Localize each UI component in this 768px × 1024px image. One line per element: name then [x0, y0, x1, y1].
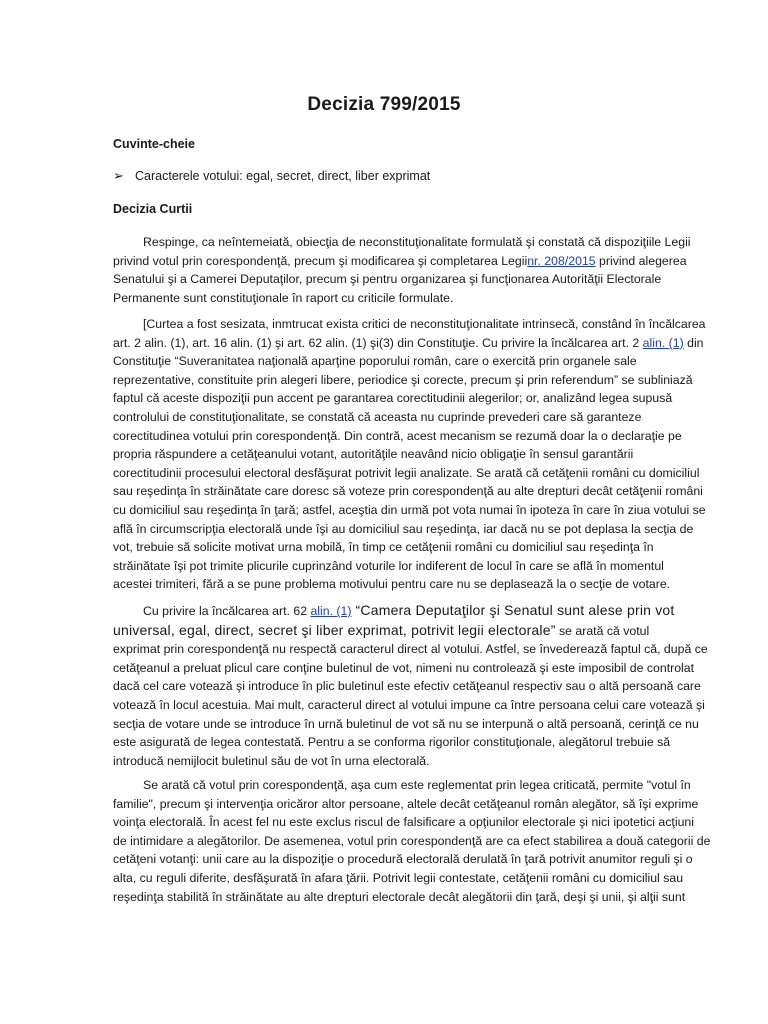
constitution-quote: universal, egal, direct, secret şi liber exprimat, potrivit legii electorale” [113, 621, 556, 638]
text-line: sau reşedinţa în străinătate care doresc să voteze prin corespondenţă au alte drepturi decât cetăţenii români [113, 484, 703, 499]
text-line: faptul că aceste dispoziţii pun accent pe garantarea corectitudinii alegerilor; or, analizând legea supusă [113, 391, 673, 406]
text-line [113, 252, 687, 271]
alin-1-art-62-link[interactable]: alin. (1) [310, 604, 352, 618]
paragraph-family-vote [113, 776, 711, 906]
text-line: corectitudinea votului prin corespondenţă. Din contră, acest mecanism se rezumă doar la o declaraţie pe [113, 428, 682, 443]
text-line: Constituţie “Suveranitatea naţională aparţine poporului român, care o exercită prin organele sale [113, 354, 637, 369]
paragraph-art-62 [113, 601, 708, 770]
paragraph-court-notification [113, 315, 706, 594]
text-line: reşedinţa stabilită în străinătate au alte drepturi electorale decât alegătorii din ţară, deşi şi unii, şi alţii sunt [113, 889, 686, 904]
text-line: de intimidare a alegătorilor. De asemenea, votul prin corespondenţă are ca efect stabilirea a două categorii de [113, 833, 711, 848]
text-line: voinţa electorală. În acest fel nu este exclus riscul de falsificare a opţiunilor electorale şi nici ipotetici acţiuni [113, 815, 694, 830]
text-line [113, 621, 659, 641]
arrow-bullet-icon: ➢ [113, 168, 124, 183]
alin-1-link[interactable]: alin. (1) [642, 335, 684, 350]
text-line: exprimat prin corespondenţă nu respectă caracterul direct al votului. Astfel, se învederează faptul că, după ce [113, 642, 708, 657]
text-segment: Cu privire la încălcarea art. 62 [143, 604, 311, 618]
text-line: familie", precum şi intervenţia oricăror altor persoane, altele decât cetăţeanul român alegător, să îşi exprime [113, 796, 699, 811]
text-segment: privind alegerea [595, 253, 687, 268]
decision-heading: Decizia Curtii [113, 202, 193, 216]
text-line: introducă nemijlocit buletinul său de vot în urna electorală. [113, 753, 430, 768]
text-line: Permanente sunt constituţionale în raport cu criticile formulate. [113, 290, 454, 305]
text-line: Respinge, ca neîntemeiată, obiecţia de neconstituţionalitate formulată şi constată că dispoziţiile Legii [143, 235, 691, 249]
text-line: cu domiciliul sau reşedinţa în ţară; astfel, aceştia din urmă pot vota numai în ipoteza în care în ziua votului se [113, 502, 706, 517]
text-segment: art. 2 alin. (1), art. 16 alin. (1) şi art. 62 alin. (1) şi(3) din Constituţie. Cu privire la încălcarea art. 2 [113, 335, 643, 350]
text-line: este asigurată de legea contestată. Pentru a se conforma rigorilor constituţionale, alegătorul trebuie să [113, 735, 671, 750]
page-title: Decizia 799/2015 [307, 94, 461, 115]
text-segment: privind votul prin corespondenţă, precum şi modificarea şi completarea Legii [113, 253, 528, 268]
text-line [113, 601, 675, 621]
law-208-2015-link[interactable]: nr. 208/2015 [527, 253, 596, 268]
text-line: cetăţeanul a preluat plicul care conţine buletinul de vot, nimeni nu controlează şi este imposibil de controlat [113, 660, 695, 675]
constitution-quote: “Camera Deputaţilor şi Senatul sunt alese prin vot [351, 602, 675, 618]
text-line: acestei trimiteri, fără a se pune problema motivului pentru care nu se deplasează la o secţie de votare. [113, 577, 671, 592]
text-line: dacă cel care votează şi introduce în plic buletinul este efectiv cetăţeanul respectiv sau o altă persoană care [113, 679, 701, 694]
text-line: secţia de votare unde se introduce în urnă buletinul de vot să nu se interpună o altă persoană, cerinţă ce nu [113, 716, 699, 731]
text-segment: din [683, 335, 704, 350]
keywords-heading: Cuvinte-cheie [113, 137, 195, 151]
text-line: Se arată că votul prin corespondenţă, aşa cum este reglementat prin legea criticată, permite "votul în [143, 778, 691, 792]
text-line: vot, trebuie să solicite motivat urna mobilă, în timp ce cetăţenii români cu domiciliul sau reşedinţa în [113, 540, 654, 555]
text-line: propria răspundere a cetăţeanului votant, autorităţile neavând nicio obligaţie în sensul garantării [113, 447, 634, 462]
keyword-text: Caracterele votului: egal, secret, direct, liber exprimat [135, 169, 431, 183]
text-line: corectitudinii procesului electoral desfăşurat potrivit legii analizate. Se arată că cetăţenii români cu domiciliul [113, 465, 700, 480]
text-line: reprezentative, constituite prin alegeri libere, periodice şi corecte, precum şi prin referendum” se subliniază [113, 372, 693, 387]
text-line: votează în locul acestuia. Mai mult, caracterul direct al votului impune ca între persoana celui care votează şi [113, 697, 705, 712]
text-line: alta, cu reguli diferite, desfăşurată în afara ţării. Potrivit legii contestate, cetăţenii români cu domiciliul sau [113, 870, 684, 885]
text-line: controlului de constituţionalitate, se constată că aceasta nu cuprinde prevederi care să garanteze [113, 409, 642, 424]
text-line: cetăţeni votanţi: unii care au la dispoziţie o procedură electorală derulată în ţară potrivit anumitor reguli şi o [113, 852, 693, 867]
text-segment: se arată că votul [555, 623, 650, 638]
paragraph-ruling [113, 233, 691, 307]
text-line: Senatului şi a Camerei Deputaţilor, precum şi pentru organizarea şi funcţionarea Autorităţii Electorale [113, 272, 662, 287]
text-line: află în circumscripţia electorală unde îşi au domiciliul sau reşedinţa, iar dacă nu se pot deplasa la secţia de [113, 521, 694, 536]
keyword-list-item [113, 168, 430, 184]
text-line: străinătate îşi pot trimite plicurile cuprinzând voturile lor indiferent de locul în care se află în momentul [113, 558, 664, 573]
text-line: [Curtea a fost sesizata, inmtrucat exista critici de neconstituţionalitate intrinsecă, constând în încălcarea [143, 317, 706, 331]
text-line [113, 334, 704, 353]
